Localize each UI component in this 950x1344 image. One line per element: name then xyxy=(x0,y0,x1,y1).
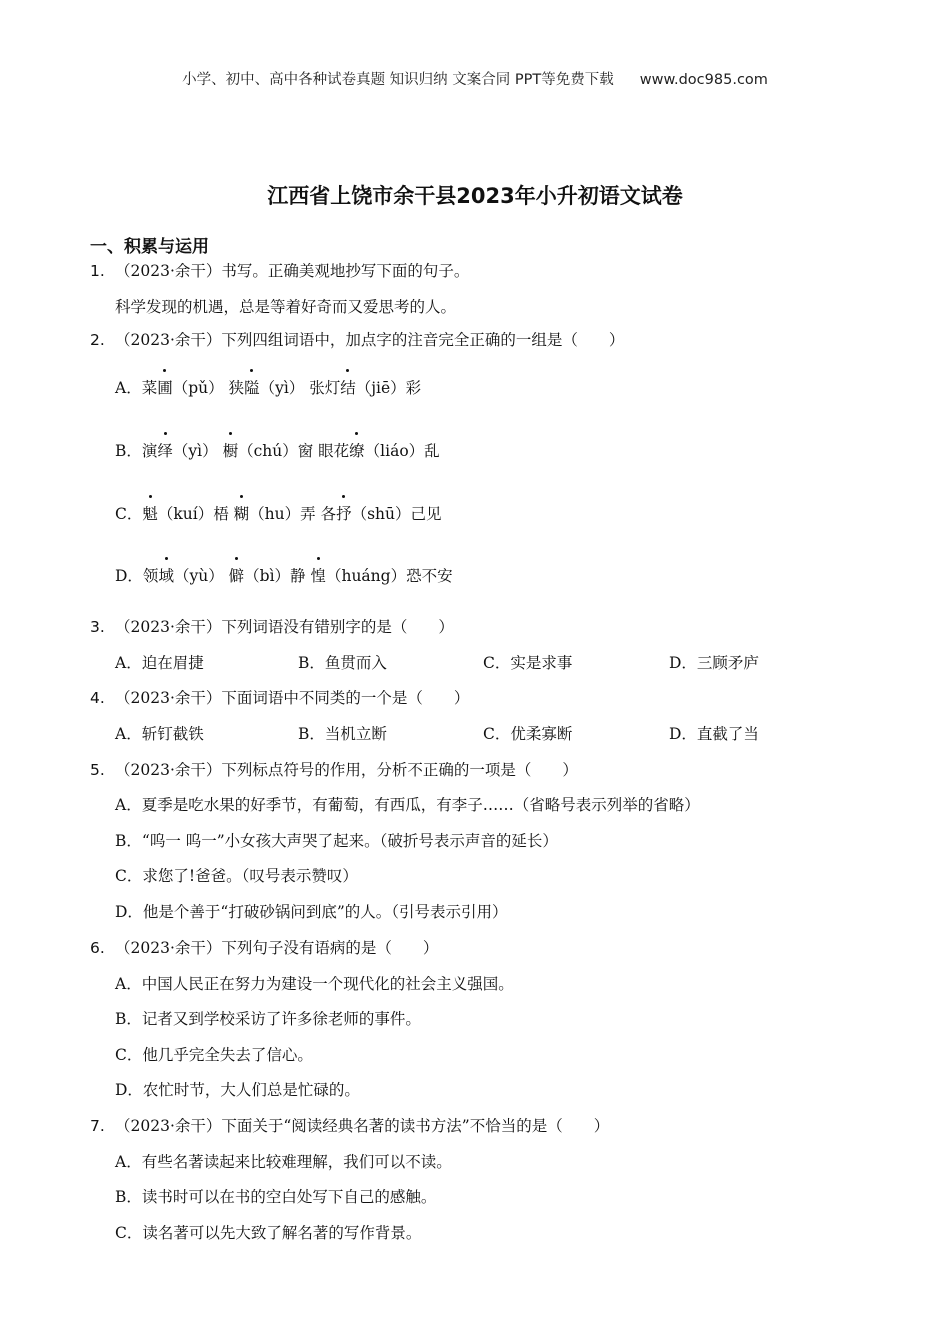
option-a: A．夏季是吃水果的好季节，有葡萄，有西瓜，有李子……（省略号表示列举的省略） xyxy=(115,796,700,814)
option-a: A．斩钉截铁 xyxy=(115,725,204,743)
question-number: 3. xyxy=(90,618,105,636)
question-4 xyxy=(90,686,469,708)
option-text: （huáng）恐不安 xyxy=(325,567,453,585)
option-a: A．迫在眉捷 xyxy=(115,654,204,672)
option-text: （jiē）彩 xyxy=(355,379,422,397)
option-a xyxy=(115,376,421,398)
option-b: B．当机立断 xyxy=(298,725,387,743)
section-heading: 一、积累与运用 xyxy=(90,237,209,257)
question-1 xyxy=(90,259,469,281)
option-text: （hu）弄 各 xyxy=(249,505,337,523)
question-3 xyxy=(90,615,454,637)
header-text: 小学、初中、高中各种试卷真题 知识归纳 文案合同 PPT等免费下载 xyxy=(182,72,614,88)
option-b: B．读书时可以在书的空白处写下自己的感触。 xyxy=(115,1188,437,1206)
dotted-char: 魁 xyxy=(142,502,158,524)
option-text: （yì） xyxy=(172,442,223,460)
header-url: www.doc985.com xyxy=(639,72,768,88)
question-stem: （2023·余干）下面词语中不同类的一个是（ ） xyxy=(115,689,470,707)
question-number: 7. xyxy=(90,1117,105,1135)
option-text: （yù） xyxy=(173,567,229,585)
dotted-char: 圃 xyxy=(157,376,173,398)
option-text: D．领 xyxy=(115,567,159,585)
dotted-char: 隘 xyxy=(244,376,260,398)
dotted-char: 抒 xyxy=(336,502,352,524)
option-text: （kuí）梧 xyxy=(157,505,234,523)
option-d: D．直截了当 xyxy=(669,725,759,743)
dotted-char: 缭 xyxy=(349,439,365,461)
option-d: D．三顾矛庐 xyxy=(669,654,759,672)
option-c: C．实是求事 xyxy=(483,654,573,672)
exam-title: 江西省上饶市余干县2023年小升初语文试卷 xyxy=(267,184,683,208)
dotted-char: 惶 xyxy=(310,564,326,586)
dotted-char: 结 xyxy=(340,376,356,398)
question-6 xyxy=(90,936,438,958)
option-text: C． xyxy=(115,505,143,523)
option-d xyxy=(115,564,453,586)
option-a: A．有些名著读起来比较难理解，我们可以不读。 xyxy=(115,1153,452,1171)
option-c xyxy=(115,502,442,524)
dotted-char: 绎 xyxy=(157,439,173,461)
question-stem: （2023·余干）下列句子没有语病的是（ ） xyxy=(115,939,439,957)
option-b: B．记者又到学校采访了许多徐老师的事件。 xyxy=(115,1010,421,1028)
option-b: B．鱼贯而入 xyxy=(298,654,387,672)
question-stem: （2023·余干）下列标点符号的作用，分析不正确的一项是（ ） xyxy=(115,761,578,779)
option-c: C．读名著可以先大致了解名著的写作背景。 xyxy=(115,1224,422,1242)
option-text: （shū）己见 xyxy=(351,505,442,523)
question-stem: （2023·余干）下列词语没有错别字的是（ ） xyxy=(115,618,454,636)
question-stem: （2023·余干）下列四组词语中，加点字的注音完全正确的一组是（ ） xyxy=(115,331,625,349)
option-text: （chú）窗 眼花 xyxy=(238,442,350,460)
option-c: C．求您了!爸爸。（叹号表示赞叹） xyxy=(115,867,358,885)
question-stem: （2023·余干）书写。正确美观地抄写下面的句子。 xyxy=(115,262,470,280)
dotted-char: 僻 xyxy=(229,564,245,586)
question-number: 2. xyxy=(90,331,105,349)
option-d: D．他是个善于“打破砂锅问到底”的人。（引号表示引用） xyxy=(115,903,508,921)
question-2 xyxy=(90,328,624,350)
option-d: D．农忙时节，大人们总是忙碌的。 xyxy=(115,1081,360,1099)
option-text: （liáo）乱 xyxy=(364,442,440,460)
copy-sentence: 科学发现的机遇，总是等着好奇而又爱思考的人。 xyxy=(115,298,457,316)
option-text: （bì）静 xyxy=(244,567,311,585)
dotted-char: 域 xyxy=(158,564,174,586)
question-5 xyxy=(90,758,578,780)
page-header xyxy=(0,68,950,89)
option-c: C．他几乎完全失去了信心。 xyxy=(115,1046,313,1064)
option-text: A．菜 xyxy=(115,379,158,397)
dotted-char: 糊 xyxy=(234,502,250,524)
option-b xyxy=(115,439,440,461)
option-c: C．优柔寡断 xyxy=(483,725,573,743)
question-number: 1. xyxy=(90,262,105,280)
option-text: B．演 xyxy=(115,442,158,460)
question-stem: （2023·余干）下面关于“阅读经典名著的读书方法”不恰当的是（ ） xyxy=(115,1117,610,1135)
question-7 xyxy=(90,1114,609,1136)
option-text: （yì） 张灯 xyxy=(259,379,341,397)
question-number: 4. xyxy=(90,689,105,707)
dotted-char: 橱 xyxy=(223,439,239,461)
option-a: A．中国人民正在努力为建设一个现代化的社会主义强国。 xyxy=(115,975,514,993)
option-b: B．“呜一 呜一”小女孩大声哭了起来。（破折号表示声音的延长） xyxy=(115,832,558,850)
question-number: 6. xyxy=(90,939,105,957)
question-number: 5. xyxy=(90,761,105,779)
option-text: （pǔ） 狭 xyxy=(172,379,245,397)
